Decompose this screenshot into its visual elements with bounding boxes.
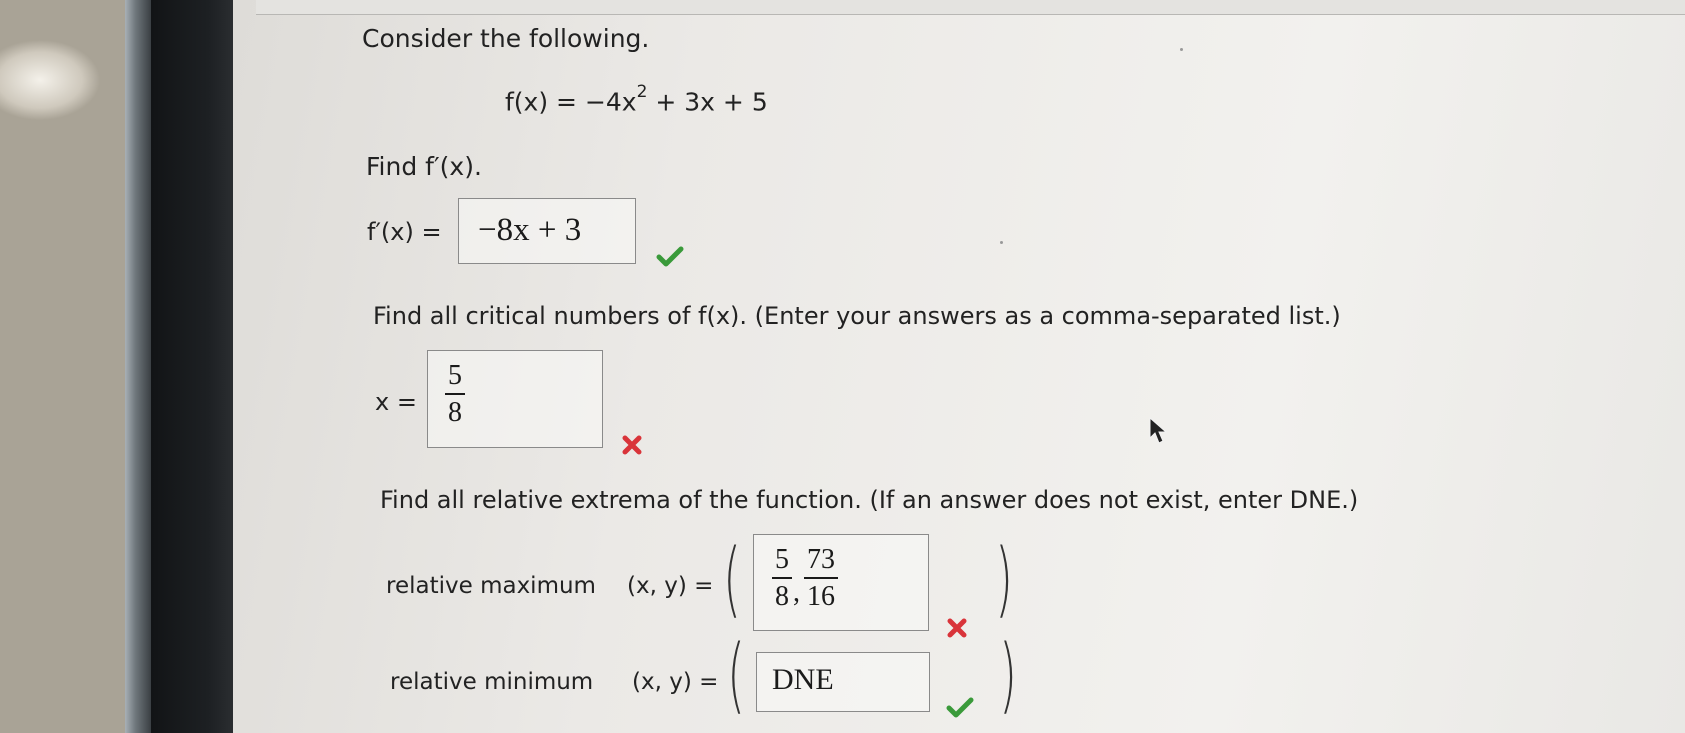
part2-label: x =: [375, 388, 417, 416]
critical-numbers-answer-value: [445, 362, 465, 427]
function-definition: [505, 82, 768, 117]
function-lhs: f(x) =: [505, 87, 585, 117]
intro-text: Consider the following.: [362, 24, 650, 53]
part1-label: f′(x) =: [367, 218, 442, 246]
part3-prompt: Find all relative extrema of the function. (If an answer does not exist, enter DNE.): [380, 486, 1359, 514]
speck: [1000, 241, 1003, 244]
relative-minimum-answer-value: DNE: [772, 663, 834, 696]
relative-maximum-label: relative maximum: [386, 573, 596, 599]
fraction-y-numerator: 73: [804, 546, 838, 579]
relative-minimum-label: relative minimum: [390, 669, 594, 695]
part1-prompt: Find f′(x).: [366, 152, 482, 181]
part2-prompt: Find all critical numbers of f(x). (Enter your answers as a comma-separated list.): [373, 302, 1341, 330]
relative-maximum-answer-value: [772, 546, 838, 611]
x-icon: [946, 617, 968, 639]
function-rest: + 3x + 5: [647, 87, 768, 117]
fraction-y-denominator: 16: [807, 581, 835, 612]
function-coefficient: −4x: [584, 87, 637, 117]
fraction-y: [804, 546, 838, 611]
check-icon: [656, 246, 684, 268]
open-paren: (: [723, 532, 741, 627]
fraction-x-denominator: 8: [775, 581, 789, 612]
relative-minimum-xy-label: (x, y) =: [632, 669, 719, 695]
fraction: [445, 362, 465, 427]
speck: [1180, 48, 1183, 51]
check-icon: [946, 697, 974, 719]
open-paren: (: [727, 628, 745, 723]
close-paren: ): [999, 628, 1017, 723]
top-divider: [256, 0, 1685, 15]
function-exponent: 2: [636, 82, 648, 102]
fraction-x-numerator: 5: [772, 546, 792, 579]
fraction-denominator: 8: [448, 397, 462, 428]
monitor-frame: [151, 0, 233, 733]
monitor-bezel: [125, 0, 151, 733]
derivative-answer-value: −8x + 3: [478, 212, 582, 248]
x-icon: [621, 434, 643, 456]
fraction-numerator: 5: [445, 362, 465, 395]
relative-maximum-xy-label: (x, y) =: [627, 573, 714, 599]
coordinate-separator: ,: [793, 576, 800, 608]
close-paren: ): [995, 532, 1013, 627]
mouse-pointer-icon: [1148, 416, 1170, 446]
fraction-x: [772, 546, 792, 611]
